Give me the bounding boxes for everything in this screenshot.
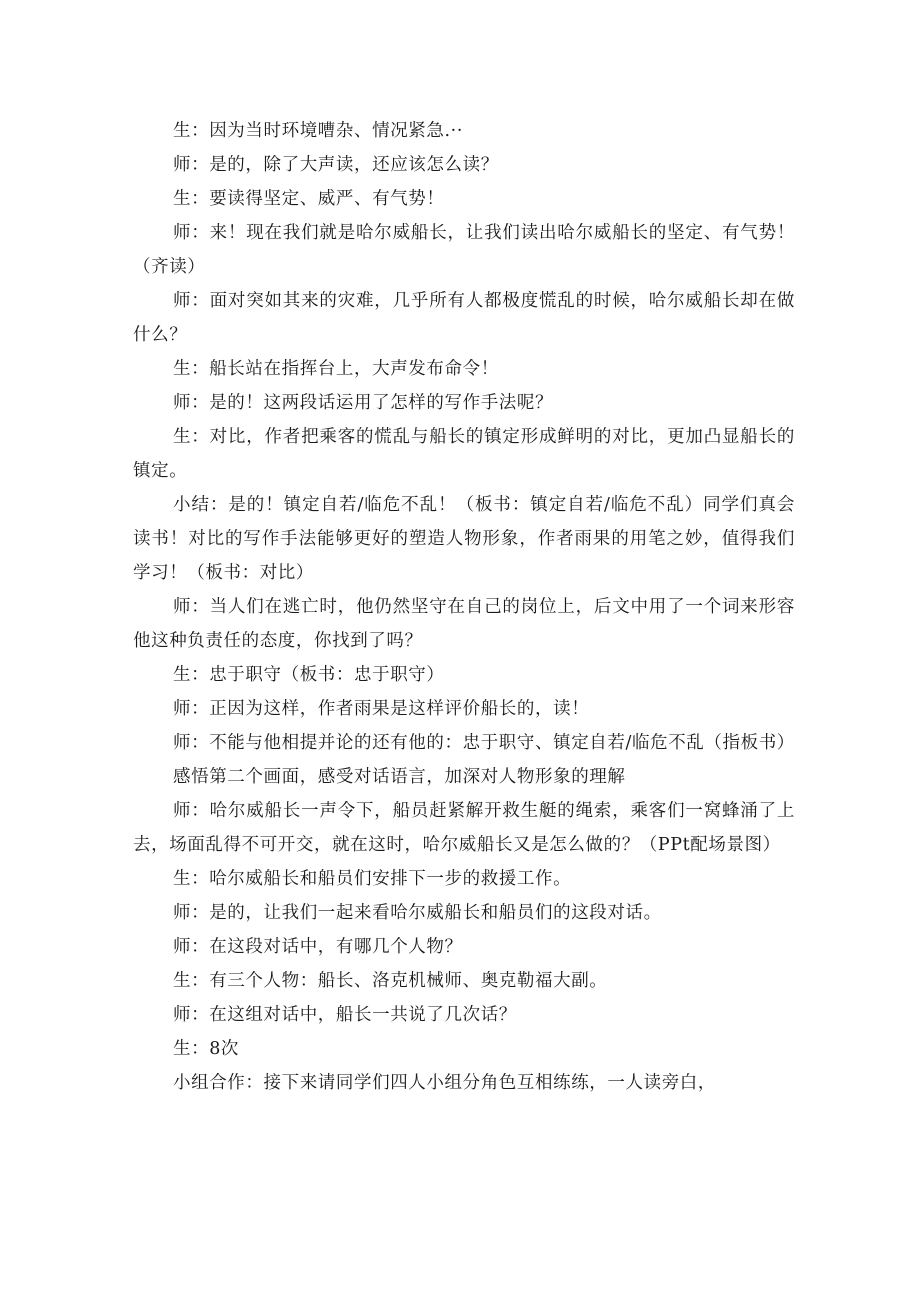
section-heading: 感悟第二个画面，感受对话语言，加深对人物形象的理解	[173, 767, 626, 787]
paragraph: 生：对比，作者把乘客的慌乱与船长的镇定形成鲜明的对比，更加凸显船长的镇定。	[133, 427, 795, 481]
paragraph: 生：要读得坚定、威严、有气势！	[173, 189, 445, 209]
paragraph: 师：在这组对话中，船长一共说了几次话？	[173, 1005, 517, 1025]
paragraph: 师：当人们在逃亡时，他仍然坚守在自己的岗位上，后文中用了一个词来形容他这种负责任的态度，你找到了吗？	[133, 597, 795, 651]
paragraph: 师：不能与他相提并论的还有他的：忠于职守、镇定自若/临危不乱（指板书）	[173, 733, 795, 753]
paragraph: 生：忠于职守（板书：忠于职守）	[173, 665, 445, 685]
paragraph: 师：面对突如其来的灾难，几乎所有人都极度慌乱的时候，哈尔威船长却在做什么？	[133, 291, 795, 345]
paragraph: 师：在这段对话中，有哪几个人物？	[173, 937, 463, 957]
paragraph: 师：来！现在我们就是哈尔威船长，让我们读出哈尔威船长的坚定、有气势！（齐读）	[133, 223, 795, 277]
paragraph: 生：有三个人物：船长、洛克机械师、奥克勒福大副。	[173, 971, 608, 991]
paragraph: 师：是的！这两段话运用了怎样的写作手法呢？	[173, 393, 554, 413]
paragraph: 师：正因为这样，作者雨果是这样评价船长的，读！	[173, 699, 590, 719]
document-body	[133, 114, 795, 1100]
paragraph: 生：因为当时环境嘈杂、情况紧急.··	[173, 121, 463, 141]
paragraph: 小结：是的！镇定自若/临危不乱！（板书：镇定自若/临危不乱）同学们真会读书！对比的写作手法能够更好的塑造人物形象，作者雨果的用笔之妙，值得我们学习！（板书：对比）	[133, 495, 795, 583]
paragraph: 生：船长站在指挥台上，大声发布命令！	[173, 359, 499, 379]
paragraph: 生：8次	[173, 1039, 240, 1059]
paragraph: 小组合作：接下来请同学们四人小组分角色互相练练，一人读旁白，	[173, 1073, 716, 1093]
paragraph: 师：哈尔威船长一声令下，船员赶紧解开救生艇的绳索，乘客们一窝蜂涌了上去，场面乱得不可开交，就在这时，哈尔威船长又是怎么做的？（PPt配场景图）	[133, 801, 795, 855]
paragraph: 师：是的，让我们一起来看哈尔威船长和船员们的这段对话。	[173, 903, 662, 923]
paragraph: 生：哈尔威船长和船员们安排下一步的救援工作。	[173, 869, 572, 889]
paragraph: 师：是的，除了大声读，还应该怎么读？	[173, 155, 499, 175]
